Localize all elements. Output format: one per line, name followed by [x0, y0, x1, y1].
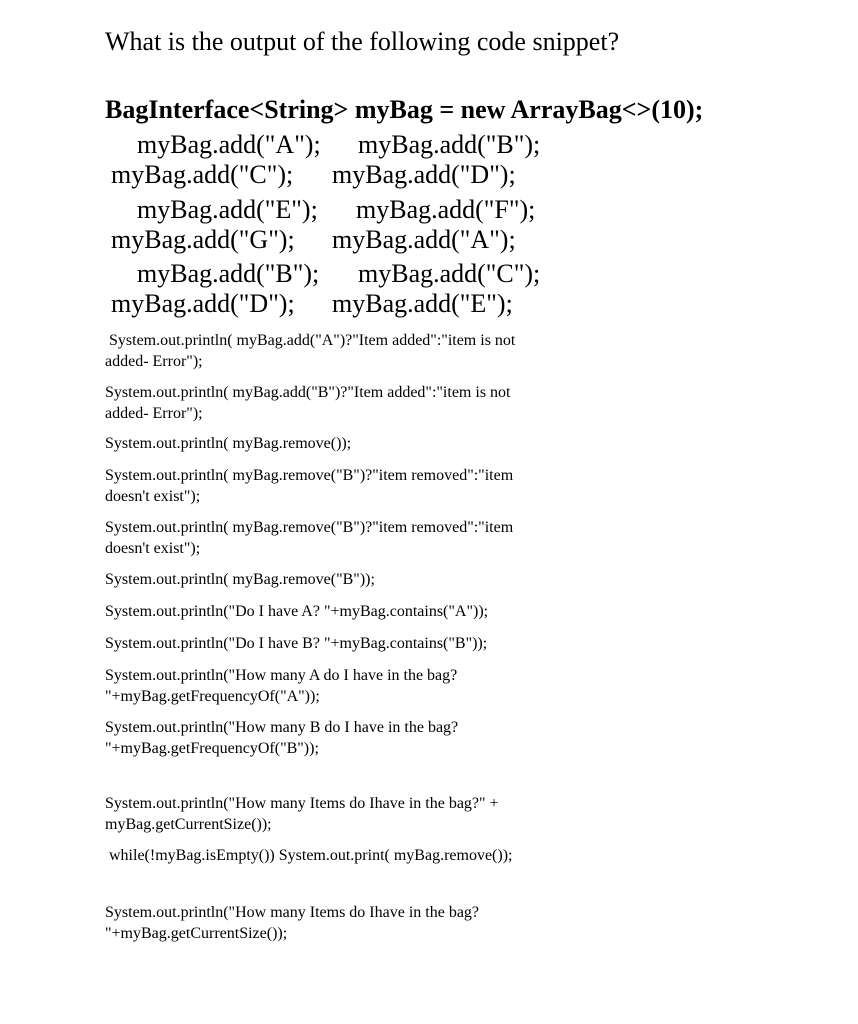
code-statement [109, 845, 512, 866]
code-line: "+myBag.getFrequencyOf("B")); [105, 740, 319, 757]
code-line: doesn't exist"); [105, 540, 201, 557]
code-line: System.out.println("Do I have A? "+myBag.contains("A")); [105, 603, 489, 620]
code-statement [105, 902, 479, 944]
code-statement [105, 793, 499, 835]
code-statement [105, 465, 513, 507]
code-statement [105, 601, 488, 622]
add-call: myBag.add("F"); [356, 195, 536, 224]
add-call: myBag.add("C"); [358, 259, 541, 288]
code-statement [105, 633, 487, 654]
code-statement [105, 330, 516, 372]
add-call: myBag.add("A"); [332, 225, 516, 254]
code-line: added- Error"); [105, 405, 203, 422]
code-line: System.out.println( myBag.remove("B")); [105, 571, 375, 588]
bag-declaration: BagInterface<String> myBag = new ArrayBag<>(10); [105, 95, 704, 124]
code-statement [105, 517, 513, 559]
add-call: myBag.add("B"); [358, 130, 541, 159]
add-call: myBag.add("B"); [137, 259, 320, 288]
question-text: What is the output of the following code snippet? [105, 27, 620, 56]
code-statement [105, 433, 351, 454]
code-line: System.out.println( myBag.remove()); [105, 435, 352, 452]
code-statement [105, 717, 458, 759]
add-call: myBag.add("C"); [111, 160, 294, 189]
code-line: myBag.getCurrentSize()); [105, 816, 272, 833]
add-call: myBag.add("G"); [111, 225, 295, 254]
code-line: System.out.println("Do I have B? "+myBag.contains("B")); [105, 635, 488, 652]
code-statement [105, 382, 510, 424]
code-line: "+myBag.getCurrentSize()); [105, 925, 288, 942]
code-line: while(!myBag.isEmpty()) System.out.print( myBag.remove()); [109, 847, 513, 864]
add-call: myBag.add("D"); [111, 289, 295, 318]
code-statement [105, 665, 457, 707]
code-line: System.out.println("How many Items do Ihave in the bag? [105, 904, 480, 921]
code-line: doesn't exist"); [105, 488, 201, 505]
add-call: myBag.add("E"); [332, 289, 513, 318]
code-line: System.out.println( myBag.remove("B")?"item removed":"item [105, 519, 514, 536]
code-line: "+myBag.getFrequencyOf("A")); [105, 688, 320, 705]
add-call: myBag.add("E"); [137, 195, 318, 224]
add-call: myBag.add("A"); [137, 130, 321, 159]
code-statement [105, 569, 375, 590]
code-line: System.out.println( myBag.add("B")?"Item added":"item is not [105, 384, 511, 401]
code-line: System.out.println("How many Items do Ihave in the bag?" + [105, 795, 499, 812]
code-line: System.out.println("How many A do I have in the bag? [105, 667, 458, 684]
code-line: System.out.println("How many B do I have in the bag? [105, 719, 459, 736]
code-line: System.out.println( myBag.remove("B")?"item removed":"item [105, 467, 514, 484]
code-line: System.out.println( myBag.add("A")?"Item added":"item is not [109, 332, 516, 349]
add-call: myBag.add("D"); [332, 160, 516, 189]
code-line: added- Error"); [105, 353, 203, 370]
